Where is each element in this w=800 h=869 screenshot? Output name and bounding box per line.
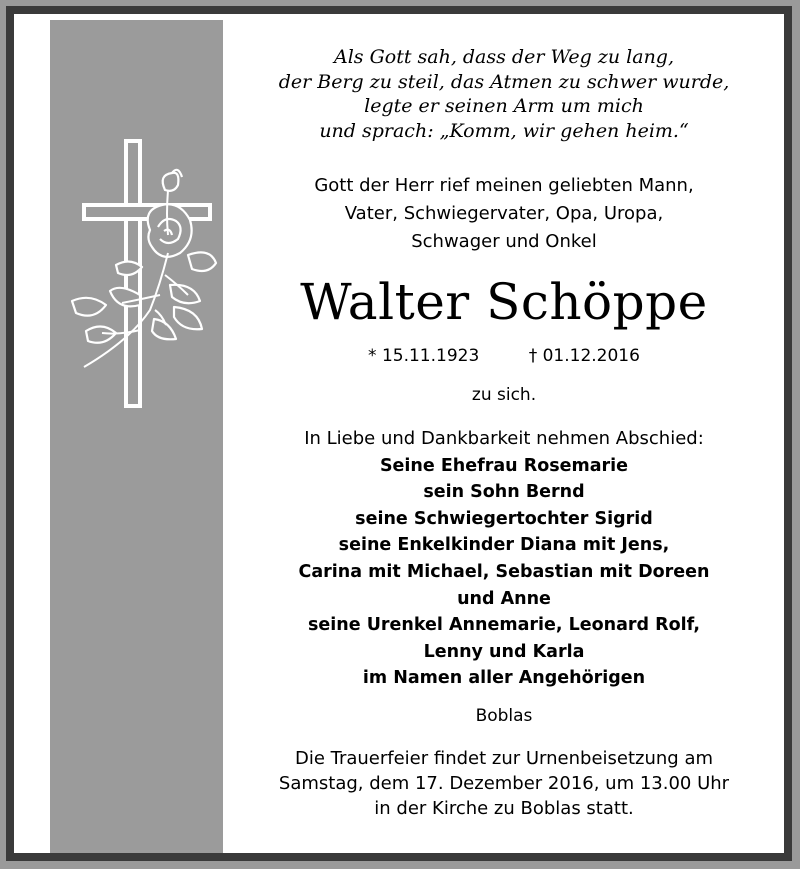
verse-line: und sprach: „Komm, wir gehen heim.“	[319, 119, 689, 142]
verse-block	[224, 45, 784, 143]
verse-line: legte er seinen Arm um mich	[364, 95, 644, 117]
intro-block	[224, 172, 784, 256]
birth-date: * 15.11.1923	[368, 346, 480, 366]
mourner-line: seine Enkelkinder Diana mit Jens,	[338, 535, 670, 556]
mourner-line: Lenny und Karla	[423, 641, 585, 662]
mourner-line: sein Sohn Bernd	[423, 482, 585, 503]
obituary-text	[224, 0, 784, 869]
funeral-line: in der Kirche zu Boblas statt.	[374, 798, 634, 819]
mourner-line: seine Urenkel Annemarie, Leonard Rolf,	[308, 615, 700, 636]
life-dates	[224, 344, 784, 368]
deceased-name: Walter Schöppe	[300, 273, 708, 331]
funeral-line: Die Trauerfeier findet zur Urnenbeisetzung am	[294, 748, 714, 769]
verse-line: der Berg zu steil, das Atmen zu schwer wurde,	[278, 70, 730, 93]
death-date: † 01.12.2016	[528, 346, 640, 366]
intro-line: Gott der Herr rief meinen geliebten Mann,	[314, 175, 694, 196]
funeral-line: Samstag, dem 17. Dezember 2016, um 13.00 Uhr	[278, 773, 730, 794]
verse-line: Als Gott sah, dass der Weg zu lang,	[333, 46, 675, 68]
intro-line: Vater, Schwiegervater, Opa, Uropa,	[344, 203, 664, 224]
mourner-line: seine Schwiegertochter Sigrid	[355, 508, 653, 529]
mourners-block	[224, 426, 784, 692]
mourner-line: im Namen aller Angehörigen	[362, 668, 646, 689]
place-name: Boblas	[475, 706, 533, 726]
mourner-line: und Anne	[457, 588, 551, 609]
cross-with-rose-icon	[70, 135, 220, 415]
funeral-notice	[224, 746, 784, 821]
after-dates-text: zu sich.	[471, 385, 537, 405]
farewell-intro: In Liebe und Dankbarkeit nehmen Abschied:	[304, 428, 704, 449]
mourner-line: Seine Ehefrau Rosemarie	[379, 455, 629, 476]
mourner-line: Carina mit Michael, Sebastian mit Doreen	[298, 561, 710, 582]
intro-line: Schwager und Onkel	[411, 231, 597, 252]
